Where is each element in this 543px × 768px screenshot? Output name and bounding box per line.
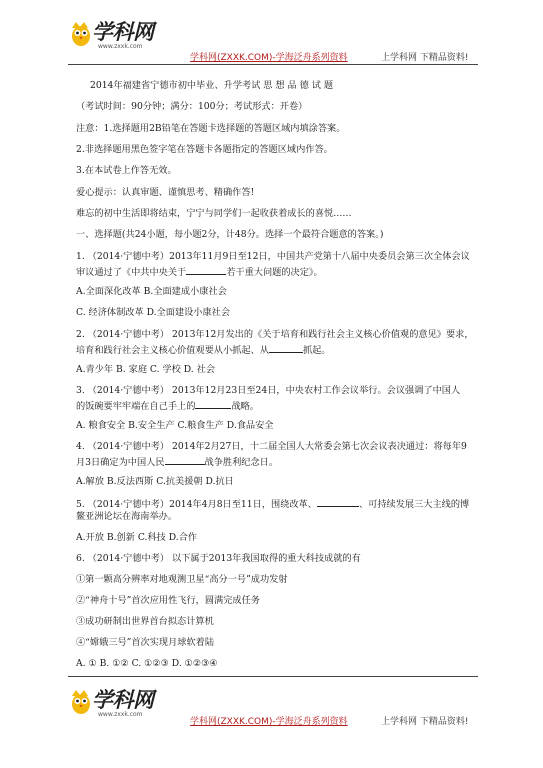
tip-line: 爱心提示：认真审题、谨慎思考、精确作答! — [76, 187, 255, 198]
q3-text-a: 的饭碗要牢牢端在自己手上的 — [76, 401, 196, 412]
q6-item-3: ③成功研制出世界首台拟态计算机 — [76, 616, 214, 627]
note-1: 注意：1.选择题用2B铅笔在答题卡选择题的答题区域内填涂答案。 — [76, 123, 346, 134]
page-footer — [0, 676, 543, 732]
q4-stem-line1: 4. （2014·宁德中考） 2014年2月27日，十二届全国人大常委会第七次会议表决通过：将每年9 — [76, 441, 467, 452]
q3-answer-blank — [195, 399, 231, 409]
exam-info: （考试时间：90分钟；满分：100分；考试形式：开卷） — [76, 101, 308, 112]
q2-answer-blank — [269, 343, 303, 353]
q3-stem-line2 — [76, 399, 259, 413]
site-logo[interactable] — [68, 12, 158, 56]
q6-item-1: ①第一颗高分辨率对地观测卫星“高分一号”成功发射 — [76, 574, 288, 585]
logo-url: www.zxxk.com — [98, 711, 143, 718]
q6-item-2: ②“神舟十号”首次应用性飞行，圆满完成任务 — [76, 595, 260, 606]
q5-answer-blank — [317, 497, 359, 507]
q1-stem-line1: 1. （2014·宁德中考）2013年11月9日至12日，中国共产党第十八届中央委员会第三次全体会议 — [76, 251, 470, 262]
q6-options: A. ① B. ①② C. ①②③ D. ①②③④ — [76, 658, 218, 669]
q2-text-a: 培育和践行社会主义核心价值观要从小抓起、从 — [76, 345, 269, 356]
q1-stem-line2 — [76, 265, 323, 279]
header-link[interactable]: 学科网(ZXXK.COM)-学海泛舟系列资料 — [190, 53, 348, 63]
owl-logo-icon — [68, 686, 94, 716]
q5-text-b: 、可持续发展三大主线的博 — [358, 499, 470, 510]
note-2: 2.非选择题用黑色签字笔在答题卡各题指定的答题区域内作答。 — [76, 144, 333, 155]
q6-stem: 6. （2014·宁德中考） 以下属于2013年我国取得的重大科技成就的有 — [76, 553, 361, 564]
q4-answer-blank — [165, 455, 205, 465]
q2-options: A.青少年 B. 家庭 C. 学校 D. 社会 — [76, 364, 216, 375]
q3-stem-line1: 3. （2014·宁德中考） 2013年12月23日至24日，中央农村工作会议举行。会议强调了中国人 — [76, 385, 461, 396]
footer-slogan: 上学科网 下精品资料! — [381, 717, 469, 727]
q5-options: A.开放 B.创新 C.科技 D.合作 — [76, 532, 198, 543]
q2-stem-line2 — [76, 343, 331, 357]
q1-text-b: 若干重大问题的决定》。 — [226, 267, 323, 278]
footer-divider — [68, 676, 478, 677]
q3-text-b: 战略。 — [231, 401, 259, 412]
q4-options: A.解放 B.反法西斯 C.抗美援朝 D.抗日 — [76, 476, 234, 487]
q2-stem-line1: 2. （2014·宁德中考） 2013年12月发出的《关于培育和践行社会主义核心价值观的意见》要求， — [76, 329, 474, 340]
q6-item-4: ④“嫦娥三号”首次实现月球软着陆 — [76, 637, 215, 648]
q5-stem-line2: 鳌亚洲论坛在海南举办。 — [76, 511, 178, 522]
section-heading: 一、选择题(共24小题，每小题2分，计48分。选择一个最符合题意的答案。) — [76, 229, 384, 240]
footer-link[interactable]: 学科网(ZXXK.COM)-学海泛舟系列资料 — [190, 717, 348, 727]
intro-line: 难忘的初中生活即将结束，宁宁与同学们一起收获着成长的喜悦…… — [76, 208, 352, 219]
q4-text-a: 月3日确定为中国人民 — [76, 457, 165, 468]
q1-options-cd: C. 经济体制改革 D.全面建设小康社会 — [76, 307, 231, 318]
q3-options: A. 粮食安全 B.安全生产 C.粮食生产 D.食品安全 — [76, 420, 274, 431]
q1-text-a: 审议通过了《中共中央关于 — [76, 267, 187, 278]
header-divider — [68, 64, 478, 65]
header-slogan: 上学科网 下精品资料! — [381, 53, 469, 63]
q4-text-b: 战争胜利纪念日。 — [204, 457, 279, 468]
q5-stem-line1 — [76, 497, 469, 511]
logo-text: 学科网 — [92, 20, 154, 44]
footer-logo[interactable] — [68, 680, 158, 724]
page-header — [0, 0, 543, 66]
q2-text-b: 抓起。 — [302, 345, 331, 356]
q4-stem-line2 — [76, 455, 278, 469]
logo-text: 学科网 — [92, 688, 154, 712]
q1-answer-blank — [186, 265, 226, 275]
note-3: 3.在本试卷上作答无效。 — [76, 165, 177, 176]
logo-url: www.zxxk.com — [98, 43, 143, 50]
q5-text-a: 5. （2014·宁德中考）2014年4月8日至11日，围绕改革、 — [76, 499, 317, 510]
owl-logo-icon — [68, 18, 94, 48]
q1-options-ab: A.全面深化改革 B.全面建成小康社会 — [76, 286, 227, 297]
exam-title: 2014年福建省宁德市初中毕业、升学考试 思 想 品 德 试 题 — [90, 80, 334, 91]
